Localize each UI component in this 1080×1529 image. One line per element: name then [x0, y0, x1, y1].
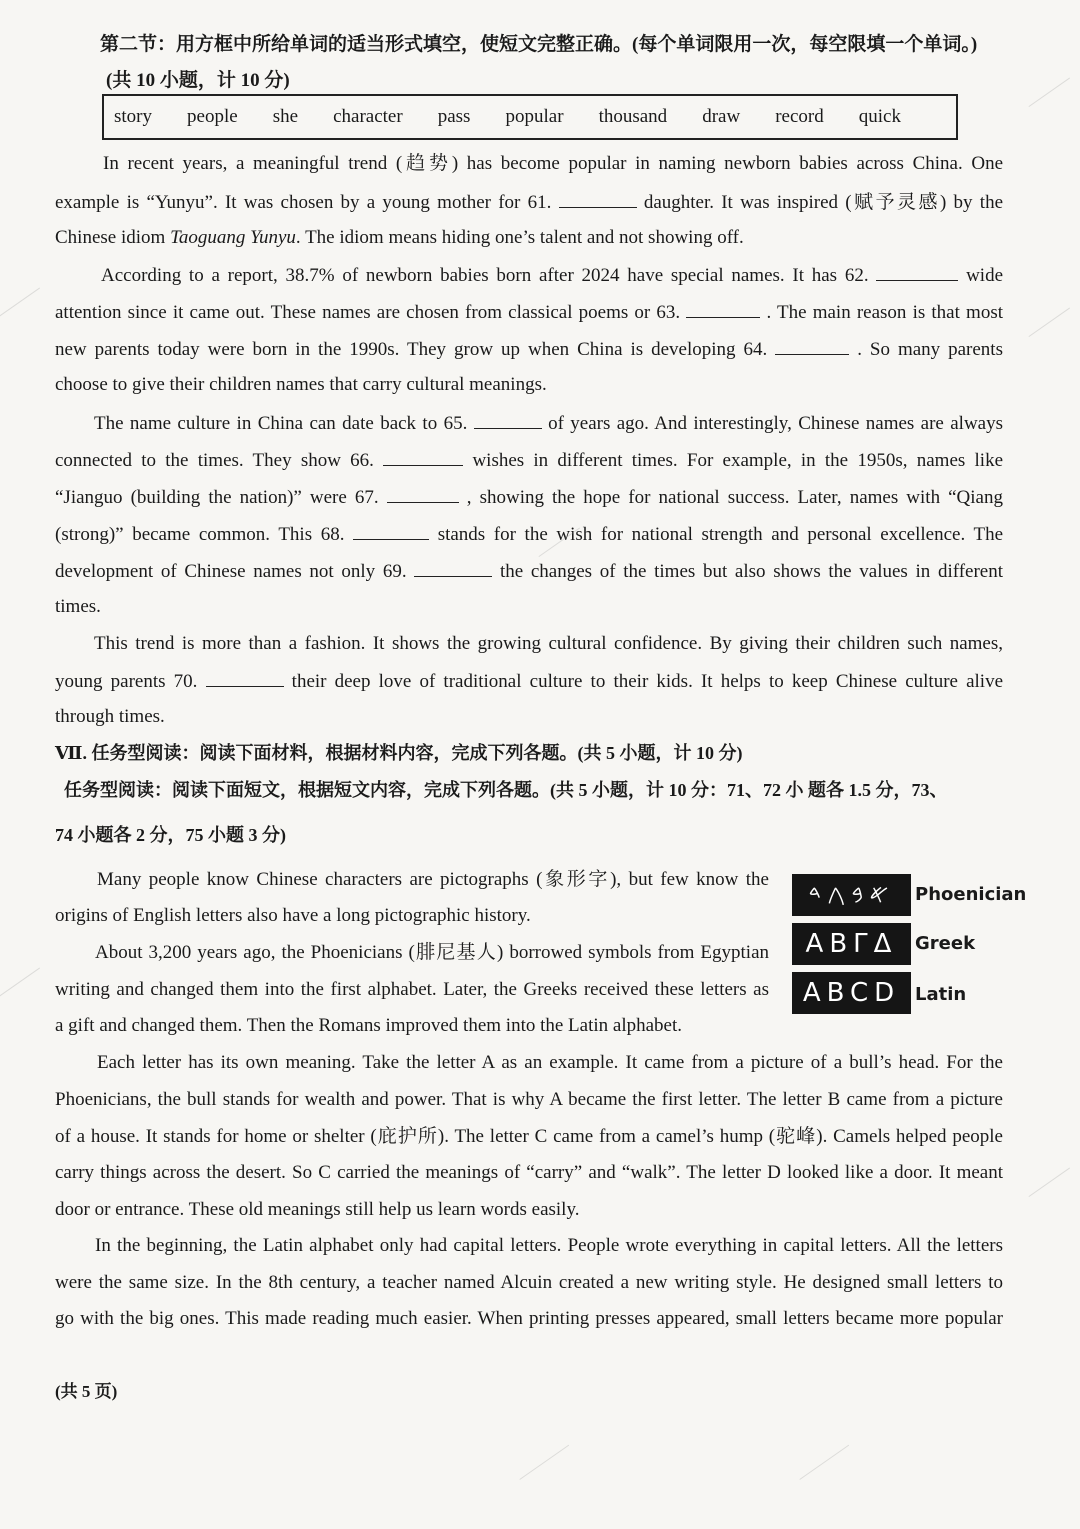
passage2-line: Phoenicians, the bull stands for wealth and power. That is why A became the first letter. The letter B came from a picture [55, 1089, 1003, 1110]
watermark [1028, 78, 1080, 124]
passage2-line: were the same size. In the 8th century, a teacher named Alcuin created a new writing style. He designed small letters to [55, 1272, 1003, 1293]
watermark [1028, 308, 1080, 354]
passage1-line: In recent years, a meaningful trend (趋势) has become popular in naming newborn babies across China. One [103, 153, 1003, 174]
phoenician-glyphs: 𐤀𐤁𐤂𐤃 [792, 874, 911, 916]
section-score: (共 10 小题，计 10 分) [106, 70, 290, 91]
blank-65[interactable] [474, 410, 542, 429]
passage2-line: carry things across the desert. So C carried the meanings of “carry” and “walk”. The letter D looked like a door. It meant [55, 1162, 1003, 1183]
passage2-line: go with the big ones. This made reading much easier. When printing presses appeared, small letters became more popular [55, 1308, 1003, 1329]
passage2-line: In the beginning, the Latin alphabet only had capital letters. People wrote everything in capital letters. All the letters [95, 1235, 1003, 1256]
blank-61[interactable] [559, 189, 637, 208]
passage1-line: connected to the times. They show 66. wishes in different times. For example, in the 1950s, names like [55, 447, 1003, 473]
passage1-line: Chinese idiom Taoguang Yunyu. The idiom means hiding one’s talent and not showing off. [55, 227, 744, 248]
blank-66[interactable] [383, 447, 463, 466]
word-box-item: popular [505, 106, 564, 127]
word-box-item: story [114, 106, 152, 127]
word-box-item: people [187, 106, 238, 127]
greek-glyphs: ΑΒΓΔ [792, 923, 911, 965]
passage1-line: choose to give their children names that carry cultural meanings. [55, 374, 547, 395]
watermark [1028, 1168, 1080, 1214]
watermark [0, 288, 52, 334]
word-box-item: pass [437, 106, 471, 127]
word-box-item: quick [858, 106, 901, 127]
blank-69[interactable] [414, 558, 492, 577]
section7-subtitle: 任务型阅读：阅读下面短文，根据短文内容，完成下列各题。(共 5 小题，计 10 分：71、72 小 题各 1.5 分，73、 [64, 780, 948, 800]
word-box-item: she [272, 106, 299, 127]
phoenician-label: Phoenician [915, 884, 1027, 905]
passage2-line: door or entrance. These old meanings still help us learn words easily. [55, 1199, 580, 1220]
blank-67[interactable] [387, 484, 459, 503]
passage1-line: new parents today were born in the 1990s. They grow up when China is developing 64. . So many parents [55, 336, 1003, 362]
passage2-line: of a house. It stands for home or shelter (庇护所). The letter C came from a camel’s hump (驼峰). Camels helped people [55, 1126, 1003, 1147]
passage1-line: (strong)” became common. This 68. stands for the wish for national strength and personal excellence. The [55, 521, 1003, 547]
word-box-item: draw [702, 106, 741, 127]
word-box [102, 94, 958, 140]
section-title: 第二节：用方框中所给单词的适当形式填空，使短文完整正确。(每个单词限用一次，每空限填一个单词。) [100, 34, 978, 55]
passage1-line: This trend is more than a fashion. It shows the growing cultural confidence. By giving their children such names, [94, 633, 1003, 654]
passage2-line: Many people know Chinese characters are pictographs (象形字), but few know the [97, 869, 769, 890]
word-box-item: record [775, 106, 824, 127]
section7-title: Ⅶ. 任务型阅读：阅读下面材料，根据材料内容，完成下列各题。(共 5 小题，计 10 分) [55, 743, 743, 763]
passage1-line: The name culture in China can date back to 65. of years ago. And interestingly, Chinese names are always [94, 410, 1003, 436]
latin-glyphs: ABCD [792, 972, 911, 1014]
passage2-line: About 3,200 years ago, the Phoenicians (腓尼基人) borrowed symbols from Egyptian [95, 942, 769, 963]
watermark [799, 1445, 860, 1497]
section7-subtitle: 74 小题各 2 分，75 小题 3 分) [55, 825, 286, 845]
passage1-line: According to a report, 38.7% of newborn babies born after 2024 have special names. It has 62. wide [101, 262, 1003, 288]
blank-70[interactable] [206, 668, 284, 687]
passage2-line: a gift and changed them. Then the Romans improved them into the Latin alphabet. [55, 1015, 683, 1036]
word-box-item: thousand [598, 106, 668, 127]
page-footer: (共 5 页) [55, 1382, 118, 1401]
blank-68[interactable] [353, 521, 429, 540]
latin-label: Latin [915, 984, 967, 1005]
greek-label: Greek [915, 933, 976, 954]
passage2-line: writing and changed them into the first alphabet. Later, the Greeks received these letters as [55, 979, 769, 1000]
passage1-line: example is “Yunyu”. It was chosen by a young mother for 61. daughter. It was inspired (赋予灵感) by the [55, 189, 1003, 215]
passage1-line: young parents 70. their deep love of traditional culture to their kids. It helps to keep Chinese culture alive [55, 668, 1003, 694]
passage1-line: development of Chinese names not only 69. the changes of the times but also shows the values in different [55, 558, 1003, 584]
passage1-line: times. [55, 596, 101, 617]
word-box-item: character [333, 106, 403, 127]
passage2-line: origins of English letters also have a long pictographic history. [55, 905, 531, 926]
watermark [0, 968, 52, 1014]
passage1-line: through times. [55, 706, 165, 727]
blank-63[interactable] [686, 299, 760, 318]
passage1-line: attention since it came out. These names are chosen from classical poems or 63. . The main reason is that most [55, 299, 1003, 325]
watermark [519, 1445, 580, 1497]
passage1-line: “Jianguo (building the nation)” were 67. , showing the hope for national success. Later, names with “Qiang [55, 484, 1003, 510]
blank-64[interactable] [775, 336, 849, 355]
passage2-line: Each letter has its own meaning. Take the letter A as an example. It came from a picture of a bull’s head. For the [97, 1052, 1003, 1073]
blank-62[interactable] [876, 262, 958, 281]
